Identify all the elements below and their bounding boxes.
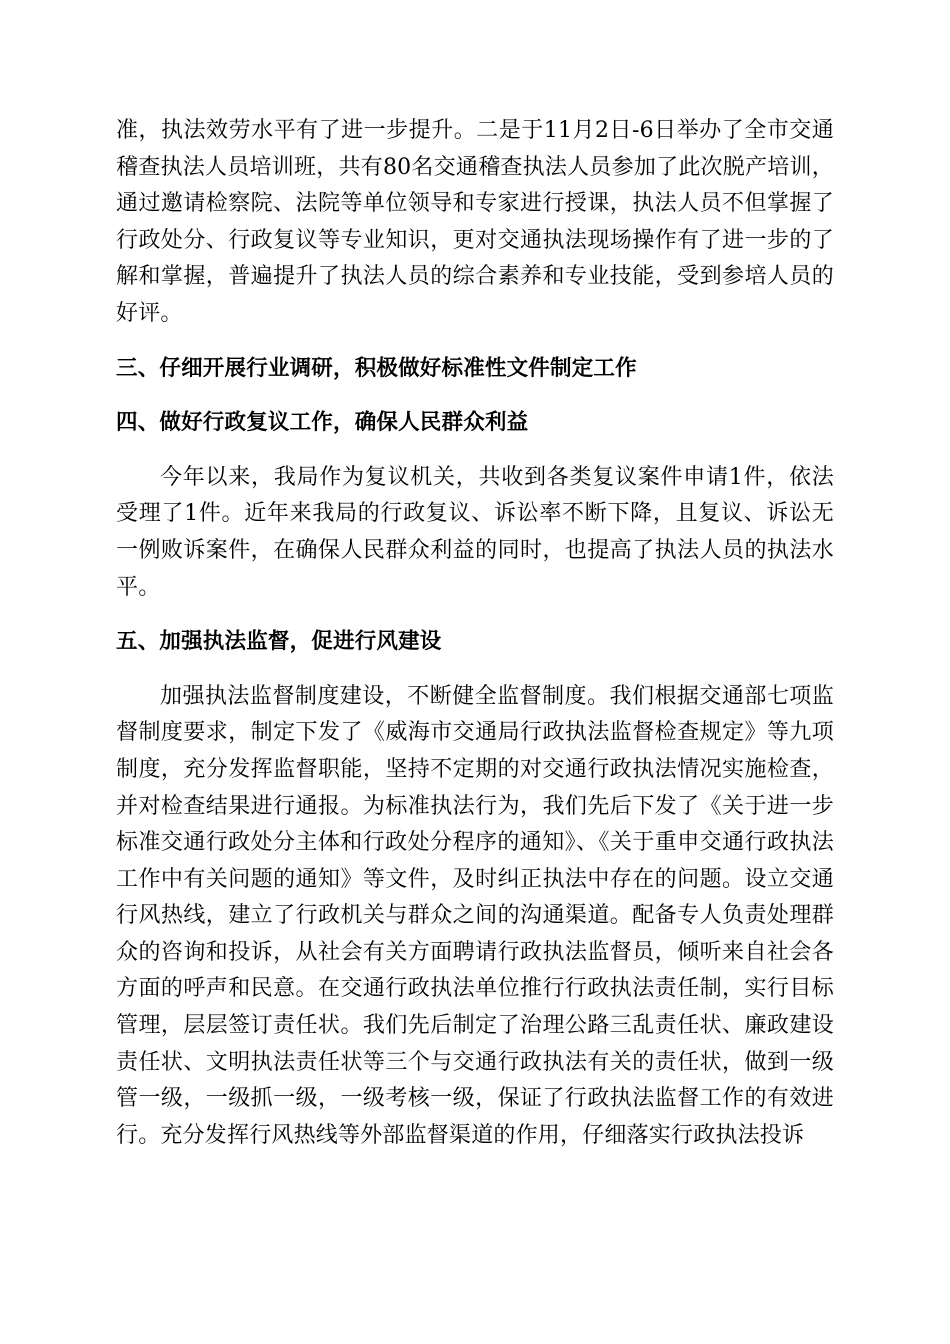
paragraph-gap [116,333,834,351]
paragraph-gap [116,606,834,624]
heading-section-four: 四、做好行政复议工作，确保人民群众利益 [116,410,529,436]
paragraph-training: 准，执法效劳水平有了进一步提升。二是于11月2日-6日举办了全市交通稽查执法人员培训班，共有80名交通稽查执法人员参加了此次脱产培训，通过邀请检察院、法院等单位领导和专家进行授课，执法人员不但掌握了行政处分、行政复议等专业知识，更对交通执法现场操作有了进一步的了解和掌握，普遍提升了执法人员的综合素养和专业技能，受到参培人员的好评。 [116,118,834,326]
paragraph-gap [116,387,834,405]
heading-section-five: 五、加强执法监督，促进行风建设 [116,629,442,655]
paragraph-review: 今年以来，我局作为复议机关，共收到各类复议案件申请1件，依法受理了1件。近年来我局的行政复议、诉讼率不断下降，且复议、诉讼无一例败诉案件，在确保人民群众利益的同时，也提高了执法人员的执法水平。 [116,464,834,600]
paragraph-gap [116,661,834,679]
paragraph-supervision: 加强执法监督制度建设，不断健全监督制度。我们根据交通部七项监督制度要求，制定下发了《威海市交通局行政执法监督检查规定》等九项制度，充分发挥监督职能，坚持不定期的对交通行政执法情况实施检查，并对检查结果进行通报。为标准执法行为，我们先后下发了《关于进一步标准交通行政处分主体和行政处分程序的通知》、《关于重申交通行政执法工作中有关问题的通知》等文件，及时纠正执法中存在的问题。设立交通行风热线，建立了行政机关与群众之间的沟通渠道。配备专人负责处理群众的咨询和投诉，从社会有关方面聘请行政执法监督员，倾听来自社会各方面的呼声和民意。在交通行政执法单位推行行政执法责任制，实行目标管理，层层签订责任状。我们先后制定了治理公路三乱责任状、廉政建设责任状、文明执法责任状等三个与交通行政执法有关的责任状，做到一级管一级，一级抓一级，一级考核一级，保证了行政执法监督工作的有效进行。充分发挥行风热线等外部监督渠道的作用，仔细落实行政执法投诉 [116,683,834,1148]
heading-section-three: 三、仔细开展行业调研，积极做好标准性文件制定工作 [116,355,637,381]
document-body [116,113,834,1154]
paragraph-gap [116,442,834,460]
